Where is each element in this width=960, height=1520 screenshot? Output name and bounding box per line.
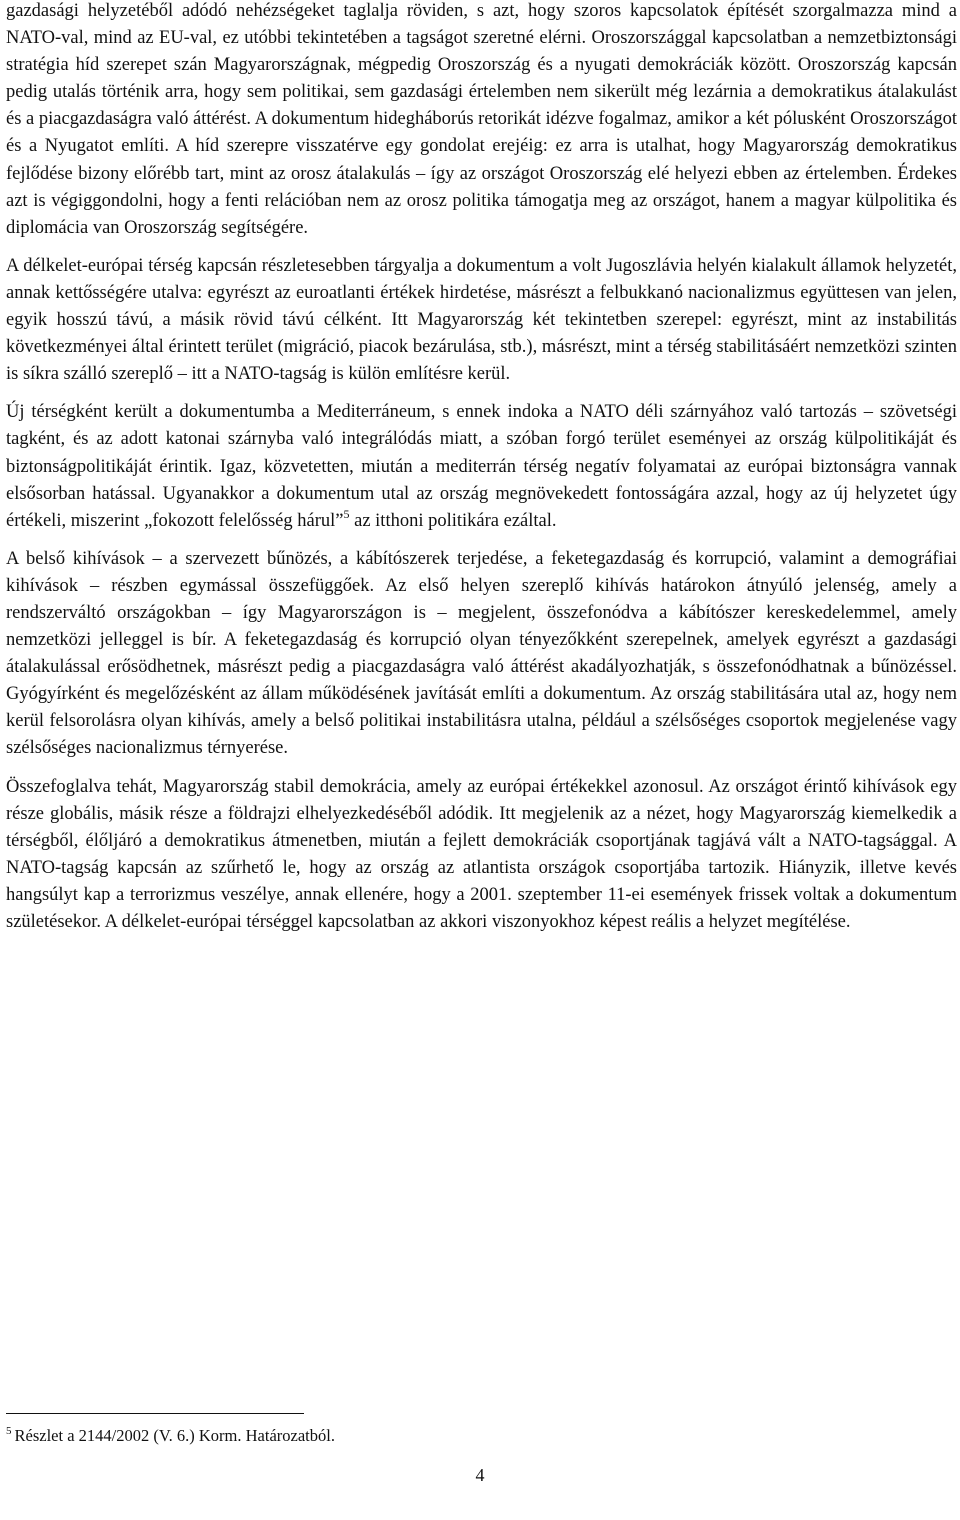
paragraph-3-text: Új térségként került a dokumentumba a Mediterráneum, s ennek indoka a NATO déli szárnyához való tartozás – szövetségi tagként, és az adott katonai szárnyba való integrálódás miatt, a szóban forgó terület eseményei az ország külpolitikáját és biztonságpolitikáját érintik. Igaz, közvetetten, miután a mediterrán térség negatív folyamatai az európai biztonságra vannak elsősorban hatással. Ugyanakkor a dokumentum utal az ország megnövekedett fontosságára azzal, hogy az új helyzetet úgy értékeli, miszerint „fokozott felelősség hárul” — [6, 402, 957, 531]
paragraph-3 — [6, 399, 957, 534]
footnote-reference[interactable]: 5 — [343, 506, 350, 521]
document-body — [6, 0, 957, 947]
footnote — [6, 1425, 335, 1449]
footnote-text: Részlet a 2144/2002 (V. 6.) Korm. Határozatból. — [14, 1426, 335, 1445]
footnote-separator — [6, 1413, 304, 1414]
page-number: 4 — [475, 1465, 485, 1485]
paragraph-2: A délkelet-európai térség kapcsán részletesebben tárgyalja a dokumentum a volt Jugoszlávia helyén kialakult államok helyzetét, annak kettősségére utalva: egyrészt az euroatlanti értékek hirdetése, másrészt a felbukkanó nacionalizmus együttesen van jelen, egyik hosszú távú, a másik rövid távú célként. Itt Magyarország két tekintetben szerepel: egyrészt, mint az instabilitás következményei által érintett terület (migráció, piacok bezárulása, stb.), másrészt, mint a térség stabilitásáért nemzetközi szinten is síkra szálló szereplő – itt a NATO-tagság is külön említésre kerül. — [6, 255, 957, 385]
paragraph-3-text-end: az itthoni politikára ezáltal. — [349, 510, 557, 531]
paragraph-1: gazdasági helyzetéből adódó nehézségeket taglalja röviden, s azt, hogy szoros kapcsolatok építését szorgalmazza mind a NATO-val, mind az EU-val, ez utóbbi tekintetében a tagságot szeretné elérni. Oroszországgal kapcsolatban a nemzetbiztonsági stratégia híd szerepet szán Magyarországnak, mégpedig Oroszország és a nyugati demokráciák között. Oroszország kapcsán pedig utalás történik arra, hogy sem politikai, sem gazdasági értelemben nem sikerült még lezárnia a demokratikus átalakulást és a piacgazdaságra való áttérést. A dokumentum hidegháborús retorikát idézve fogalmaz, amikor a két pólusként Oroszországot és a Nyugatot említi. A híd szerepre visszatérve egy gondolat erejéig: ez arra is utalhat, hogy Magyarország demokratikus fejlődése bizony előrébb tart, mint az orosz átalakulás – így az országot Oroszország elé helyezi ebben az értelemben. Érdekes azt is végiggondolni, hogy a fenti relációban nem az orosz politika támogatja meg az országot, hanem a magyar külpolitika és diplomácia van Oroszország segítségére. — [6, 1, 957, 238]
footnote-mark: 5 — [6, 1425, 12, 1437]
paragraph-5: Összefoglalva tehát, Magyarország stabil demokrácia, amely az európai értékekkel azonosul. Az országot érintő kihívások egy része globális, másik része a földrajzi elhelyezkedéséből adódik. Itt megjelenik az a nézet, hogy Magyarország kiemelkedik a térségből, élőljáró a demokratikus átmenetben, miután a fejlett demokráciák csoportjának tagjává vált a NATO-tagsággal. A NATO-tagság kapcsán az szűrhető le, hogy az ország az atlantista országok csoportjába tartozik. Hiányzik, illetve kevés hangsúlyt kap a terrorizmus veszélye, annak ellenére, hogy a 2001. szeptember 11-ei események frissek voltak a dokumentum születésekor. A délkelet-európai térséggel kapcsolatban az akkori viszonyokhoz képest reális a helyzet megítélése. — [6, 776, 957, 932]
paragraph-4: A belső kihívások – a szervezett bűnözés, a kábítószerek terjedése, a feketegazdaság és korrupció, valamint a demográfiai kihívások – részben egymással összefüggőek. Az első helyen szereplő kihívás határokon átnyúló jelenség, amely a rendszerváltó országokban – így Magyarországon is – megjelent, összefonódva a kábítószer kereskedelemmel, amely nemzetközi jelleggel is bír. A feketegazdaság és korrupció olyan tényezőkként szerepelnek, amelyek egyrészt a gazdasági átalakulással erősödhetnek, másrészt pedig a piacgazdaságra való áttérést akadályozhatják, s összefonódhatnak a bűnözéssel. Gyógyírként és megelőzésként az állam működésének javítását említi a dokumentum. Az ország stabilitására utal az, hogy nem kerül felsorolásra olyan kihívás, amely a belső politikai instabilitásra utalna, például a szélsőséges csoportok megjelenése vagy szélsőséges nacionalizmus térnyerése. — [6, 548, 957, 759]
